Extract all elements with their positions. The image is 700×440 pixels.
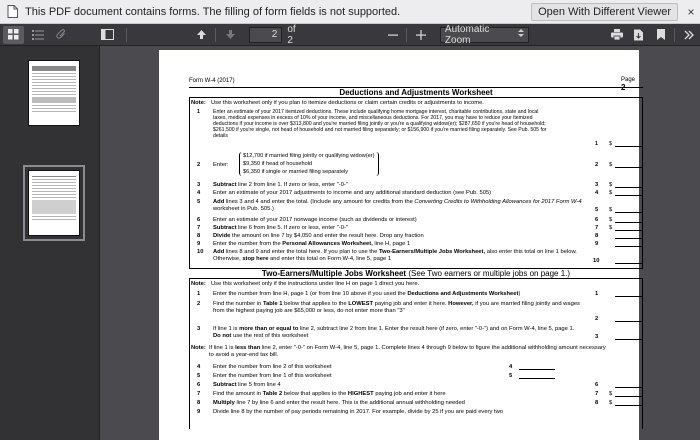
line-text-2: also enter this total on line 1 below. Otherwise, bbox=[213, 249, 577, 262]
dollar-sign: $ bbox=[609, 162, 613, 168]
dollar-sign: $ bbox=[609, 400, 613, 406]
line-ref: 7 bbox=[595, 225, 599, 231]
line-text-2: worksheet in Pub. 505.) bbox=[213, 206, 274, 212]
line-number: 1 bbox=[197, 291, 201, 297]
option-hoh: $9,350 if head of household bbox=[243, 161, 313, 167]
notification-message: This PDF document contains forms. The filling of form fields is not supported. bbox=[25, 5, 401, 18]
ws2-title-text: Two-Earners/Multiple Jobs Worksheet bbox=[261, 269, 407, 278]
dollar-sign: $ bbox=[609, 225, 613, 231]
notification-bar bbox=[0, 0, 700, 24]
line-bold: Divide bbox=[213, 233, 231, 239]
line-number: 6 bbox=[197, 382, 201, 388]
line-bold: more than or equal to bbox=[239, 326, 299, 332]
line-ref: 5 bbox=[509, 373, 513, 379]
line-number: 9 bbox=[197, 241, 201, 247]
line-number: 8 bbox=[197, 233, 201, 239]
line-number: 7 bbox=[197, 391, 201, 397]
line-text: Enter an estimate of your 2017 itemized deductions. These include qualifying home mortgage interest, charitable contributions, state and local taxes, medical expenses in excess of 10% of your income, and miscellaneous deductions. For 2017, you may have to reduce your itemized deductions if your income is over $313,800 and you're married filing jointly or you're a qualifying widow(er); $287,650 if you're head of household; $261,500 if you're single, not head of household and not married filing separately; or $156,900 if you're married filing separately. See Pub. 505 for details bbox=[213, 109, 547, 139]
line-ref: 6 bbox=[595, 382, 599, 388]
ws1-frame bbox=[189, 98, 643, 268]
line-ref: 2 bbox=[595, 162, 599, 168]
bookmark-icon[interactable] bbox=[650, 26, 672, 44]
pdf-toolbar bbox=[0, 24, 700, 46]
note-text-2: line 2, enter "-0-" on Form W-4, line 5, page 1. Complete lines 4 through 9 below to figure the additional withholding amount necessary to avoid a year-end tax bill. bbox=[209, 345, 606, 358]
line-text: line 2 from line 1. If zero or less, enter "-0-" bbox=[236, 182, 348, 188]
line-bold: Table 2 bbox=[262, 391, 283, 397]
page-thumbnail-1[interactable] bbox=[28, 60, 80, 126]
line-bold: Subtract bbox=[213, 225, 237, 231]
line-bold: Add bbox=[213, 249, 225, 255]
line-number: 7 bbox=[197, 225, 201, 231]
line-number: 1 bbox=[197, 109, 200, 115]
dollar-sign: $ bbox=[609, 182, 613, 188]
line-ref: 9 bbox=[595, 241, 599, 247]
line-number: 2 bbox=[197, 162, 201, 168]
line-text: line 6 from line 5. If zero or less, enter "-0-" bbox=[236, 225, 348, 231]
line-bold-3: stop here bbox=[242, 256, 269, 262]
tools-menu-icon[interactable] bbox=[678, 26, 700, 44]
line-text: If line 1 is bbox=[213, 326, 240, 332]
sidebar-toggle-icon[interactable] bbox=[96, 26, 118, 44]
line-ref: 4 bbox=[509, 364, 513, 370]
page-number-input[interactable]: 2 bbox=[249, 27, 283, 43]
line-ref: 3 bbox=[595, 182, 599, 188]
line-text: Find the amount in bbox=[213, 391, 263, 397]
line-ref: 3 bbox=[595, 334, 599, 340]
document-icon bbox=[5, 5, 19, 19]
line-text: Enter: bbox=[213, 162, 229, 168]
previous-page-icon[interactable] bbox=[191, 26, 213, 44]
line-text-4: if you are married filing jointly and wages from the highest paying job are $65,000 or less, do not enter more than "3" bbox=[213, 301, 580, 314]
line-text: Divide line 8 by the number of pay periods remaining in 2017. For example, divide by 25 if you are paid every two bbox=[213, 409, 504, 415]
line-bold: Multiply bbox=[213, 400, 235, 406]
line-text: Enter an estimate of your 2017 nonwage income (such as dividends or interest) bbox=[213, 217, 417, 223]
page-thumbnail-2[interactable] bbox=[28, 170, 80, 236]
next-page-icon[interactable] bbox=[219, 26, 241, 44]
line-number: 5 bbox=[197, 199, 201, 205]
line-ref: 5 bbox=[595, 207, 599, 213]
line-number: 2 bbox=[197, 301, 201, 307]
line-bold: Add bbox=[213, 199, 225, 205]
line-bold-3: However, bbox=[448, 301, 474, 307]
note-label: Note: bbox=[191, 345, 206, 351]
line-bold-2: HIGHEST bbox=[347, 391, 374, 397]
line-text: Enter the number from line 2 of this worksheet bbox=[213, 364, 332, 370]
outline-view-icon[interactable] bbox=[27, 26, 48, 44]
form-label: Form W-4 (2017) bbox=[189, 78, 235, 84]
option-single: $6,350 if single or married filing separately bbox=[243, 169, 349, 175]
ws2-frame bbox=[189, 279, 643, 429]
ws2-subtitle: (See Two earners or multiple jobs on page 1.) bbox=[406, 269, 571, 278]
line-text-2: line H, page 1 bbox=[372, 241, 411, 247]
zoom-out-icon[interactable] bbox=[382, 26, 404, 44]
line-text: Enter the number from the bbox=[213, 241, 283, 247]
line-bold: Personal Allowances Worksheet, bbox=[282, 241, 373, 247]
thumbnails-view-icon[interactable] bbox=[3, 26, 24, 44]
page-label-number: 2 bbox=[621, 83, 626, 92]
line-number: 3 bbox=[197, 182, 201, 188]
line-number: 4 bbox=[197, 190, 201, 196]
line-number: 10 bbox=[197, 249, 204, 255]
line-number: 4 bbox=[197, 364, 201, 370]
two-earners-worksheet-title bbox=[189, 268, 643, 279]
dollar-sign: $ bbox=[609, 190, 613, 196]
line-number: 8 bbox=[197, 400, 201, 406]
line-text-2: ) bbox=[518, 291, 521, 297]
line-text-3: and enter this total on Form W-4, line 5, page 1 bbox=[268, 256, 392, 262]
line-text: line 7 by line 6 and enter the result here. This is the additional annual withholding needed bbox=[234, 400, 465, 406]
line-ref: 8 bbox=[595, 233, 599, 239]
note-label: Note: bbox=[191, 100, 206, 106]
line-ref: 1 bbox=[595, 141, 598, 147]
dollar-sign: $ bbox=[609, 217, 613, 223]
line-number: 6 bbox=[197, 217, 201, 223]
line-number: 9 bbox=[197, 409, 201, 415]
attachments-view-icon[interactable] bbox=[51, 26, 72, 44]
line-text: Enter the number from line H, page 1 (or from line 10 above if you used the bbox=[213, 291, 408, 297]
download-icon[interactable] bbox=[628, 26, 650, 44]
pdf-page bbox=[159, 50, 639, 440]
line-text: Find the number in bbox=[213, 301, 263, 307]
line-ref: 6 bbox=[595, 217, 599, 223]
note-text: Use this worksheet only if you plan to itemize deductions or claim certain credits or adjustments to income. bbox=[211, 100, 484, 106]
line-text-3: paying job and enter it here bbox=[373, 391, 446, 397]
open-with-different-viewer-button[interactable]: Open With Different Viewer bbox=[531, 3, 678, 21]
line-italic: Converting Credits to Withholding Allowances for 2017 Form W-4 bbox=[414, 199, 582, 205]
line-text-3: paying job and enter it here. bbox=[373, 301, 449, 307]
line-ref: 7 bbox=[595, 391, 599, 397]
line-text: lines 8 and 9 and enter the total here. If you plan to use the bbox=[224, 249, 379, 255]
line-ref: 4 bbox=[595, 190, 599, 196]
line-text: Enter the number from line 1 of this worksheet bbox=[213, 373, 332, 379]
line-text: lines 3 and 4 and enter the total. (Include any amount for credits from the bbox=[224, 199, 415, 205]
chevron-updown-icon bbox=[518, 29, 524, 40]
thumbnail-sidebar bbox=[0, 46, 100, 440]
line-ref: 1 bbox=[595, 291, 599, 297]
zoom-in-icon[interactable] bbox=[410, 26, 432, 44]
line-ref: 10 bbox=[593, 258, 600, 264]
line-text-3: use the rest of this worksheet bbox=[231, 333, 309, 339]
line-bold: Table 1 bbox=[262, 301, 283, 307]
line-text-2: below that applies to the bbox=[282, 301, 349, 307]
note-text: Use this worksheet only if the instructions under line H on page 1 direct you here. bbox=[211, 281, 420, 287]
line-text-2: line 2, subtract line 2 from line 1. Enter the result here (if zero, enter "-0-") and on Form W-4, line 5, page 1. bbox=[298, 326, 575, 332]
line-ref: 8 bbox=[595, 400, 599, 406]
zoom-select-value: Automatic Zoom bbox=[444, 23, 490, 46]
line-ref: 2 bbox=[595, 316, 599, 322]
print-icon[interactable] bbox=[607, 26, 629, 44]
line-bold: Subtract bbox=[213, 182, 237, 188]
line-number: 3 bbox=[197, 326, 201, 332]
dollar-sign: $ bbox=[609, 207, 613, 213]
line-bold: Subtract bbox=[213, 382, 237, 388]
line-bold-2: Two-Earners/Multiple Jobs Worksheet, bbox=[378, 249, 486, 255]
page-count: of 2 bbox=[287, 23, 296, 46]
line-text: the amount on line 7 by $4,050 and enter the result here. Drop any fraction bbox=[230, 233, 424, 239]
option-mfj: $12,700 if married filing jointly or qualifying widow(er) bbox=[243, 153, 375, 159]
line-text: line 5 from line 4 bbox=[236, 382, 281, 388]
page-label-text: Page bbox=[621, 77, 636, 83]
dollar-sign: $ bbox=[609, 391, 613, 397]
zoom-select[interactable] bbox=[440, 23, 529, 46]
note-bold: less than bbox=[235, 345, 261, 351]
line-text: Enter an estimate of your 2017 adjustments to income and any additional standard deduction (see Pub. 505) bbox=[213, 190, 492, 196]
close-icon[interactable]: × bbox=[687, 4, 695, 19]
line-bold-2: Do not bbox=[213, 333, 232, 339]
deductions-worksheet-title: Deductions and Adjustments Worksheet bbox=[189, 87, 643, 98]
line-bold-2: LOWEST bbox=[348, 301, 374, 307]
document-viewer[interactable] bbox=[101, 46, 700, 440]
note-label: Note: bbox=[191, 281, 206, 287]
note-text: If line 1 is bbox=[209, 345, 236, 351]
line-text-2: below that applies to the bbox=[282, 391, 348, 397]
dollar-sign: $ bbox=[609, 141, 612, 147]
line-number: 5 bbox=[197, 373, 201, 379]
line-bold: Deductions and Adjustments Worksheet bbox=[407, 291, 519, 297]
